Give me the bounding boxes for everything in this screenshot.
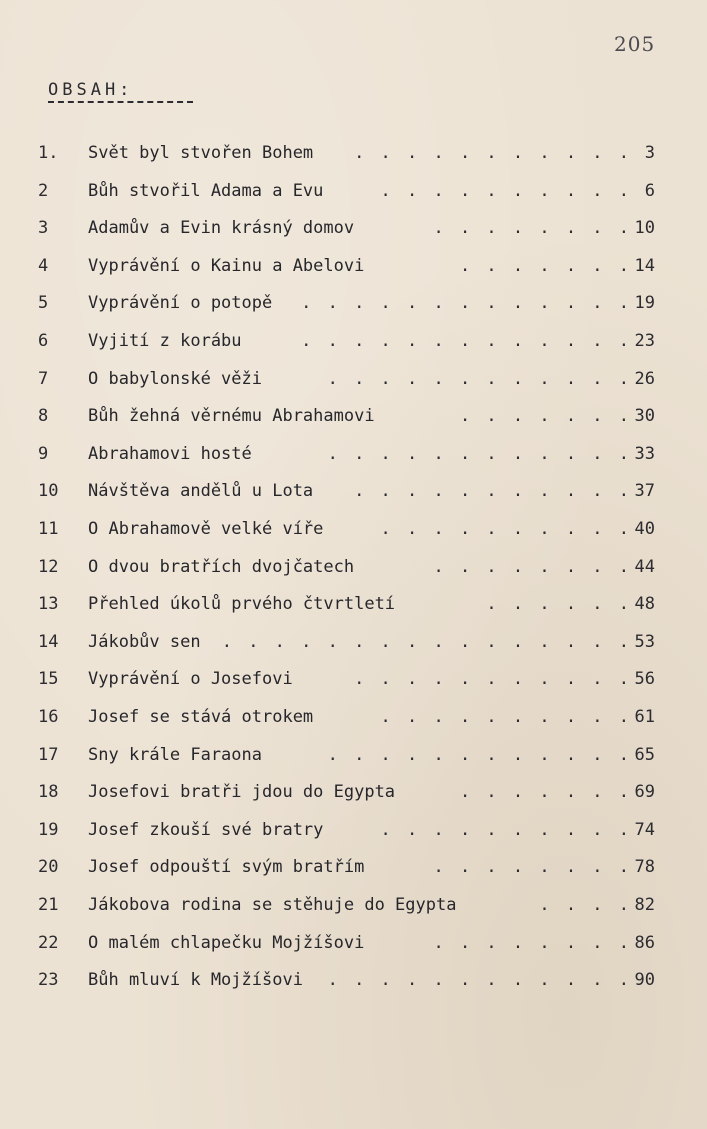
page-number: 205 bbox=[614, 32, 656, 56]
toc-dot-leader: . . . . . . bbox=[486, 594, 632, 615]
toc-entry-title: Vyprávění o Josefovi bbox=[88, 669, 293, 690]
toc-entry-page-number: 90 bbox=[634, 970, 655, 991]
toc-entry-page-number: 37 bbox=[634, 481, 655, 502]
toc-entry-page-number: 10 bbox=[634, 218, 655, 239]
toc-entry-number: 12 bbox=[38, 556, 59, 577]
toc-dot-leader: . . . . . . . . . . bbox=[380, 707, 632, 727]
toc-dot-leader: . . . . bbox=[539, 895, 632, 915]
toc-entry-number: 3 bbox=[38, 218, 49, 239]
toc-entry bbox=[0, 143, 707, 175]
toc-entry-title: O babylonské věži bbox=[88, 368, 262, 389]
toc-entry-title: Josef odpouští svým bratřím bbox=[88, 857, 365, 878]
toc-dot-leader: . . . . . . . . bbox=[433, 218, 632, 239]
toc-dot-leader: . . . . . . . . bbox=[433, 556, 632, 577]
toc-entry-page-number: 56 bbox=[634, 669, 655, 690]
toc-entry bbox=[0, 632, 707, 664]
toc-entry bbox=[0, 293, 707, 325]
toc-entry-title: Přehled úkolů prvého čtvrtletí bbox=[88, 594, 396, 615]
toc-entry-title: Jákobův sen bbox=[88, 631, 201, 652]
toc-entry-page-number: 40 bbox=[634, 519, 655, 539]
toc-entry bbox=[0, 857, 707, 889]
toc-entry-number: 14 bbox=[38, 631, 59, 652]
toc-entry-number: 10 bbox=[38, 481, 59, 502]
toc-entry bbox=[0, 782, 707, 814]
toc-entry-number: 11 bbox=[38, 519, 59, 539]
toc-entry bbox=[0, 481, 707, 513]
toc-entry-number: 8 bbox=[38, 406, 49, 427]
toc-entry-title: Josef zkouší své bratry bbox=[88, 819, 324, 840]
toc-entry-number: 21 bbox=[38, 895, 59, 915]
toc-dot-leader: . . . . . . . . . . . . . bbox=[301, 331, 632, 351]
toc-entry-number: 13 bbox=[38, 594, 59, 615]
toc-entry-page-number: 6 bbox=[644, 180, 655, 201]
toc-entry-page-number: 82 bbox=[634, 895, 655, 915]
toc-entry-title: Vyprávění o Kainu a Abelovi bbox=[88, 255, 365, 276]
toc-entry-page-number: 65 bbox=[634, 744, 655, 765]
toc-entry bbox=[0, 745, 707, 777]
toc-entry bbox=[0, 406, 707, 438]
toc-dot-leader: . . . . . . . . . . . bbox=[354, 143, 632, 163]
toc-entry-number: 4 bbox=[38, 255, 49, 276]
toc-entry bbox=[0, 444, 707, 476]
toc-entry-title: Bůh žehná věrnému Abrahamovi bbox=[88, 406, 375, 427]
toc-entry-page-number: 30 bbox=[634, 406, 655, 427]
toc-entry-title: Bůh mluví k Mojžíšovi bbox=[88, 970, 303, 991]
toc-entry-page-number: 19 bbox=[634, 293, 655, 314]
toc-dot-leader: . . . . . . . . . . . . . bbox=[301, 293, 632, 314]
toc-entry-title: O Abrahamově velké víře bbox=[88, 519, 324, 539]
toc-entry-page-number: 14 bbox=[634, 255, 655, 276]
toc-entry bbox=[0, 218, 707, 250]
toc-dot-leader: . . . . . . . . . . . . bbox=[327, 368, 632, 389]
toc-dot-leader: . . . . . . . bbox=[459, 406, 632, 427]
toc-entry-page-number: 61 bbox=[634, 707, 655, 727]
toc-entry-page-number: 86 bbox=[634, 932, 655, 953]
toc-entry bbox=[0, 331, 707, 363]
toc-entry-number: 18 bbox=[38, 782, 59, 803]
toc-entry-page-number: 26 bbox=[634, 368, 655, 389]
toc-entry-title: O malém chlapečku Mojžíšovi bbox=[88, 932, 365, 953]
toc-entry bbox=[0, 820, 707, 852]
toc-entry-title: Vyjití z korábu bbox=[88, 331, 242, 351]
toc-entry-title: Návštěva andělů u Lota bbox=[88, 481, 314, 502]
toc-entry-page-number: 78 bbox=[634, 857, 655, 878]
toc-entry-title: Svět byl stvořen Bohem bbox=[88, 143, 314, 163]
toc-dot-leader: . . . . . . . . . . bbox=[380, 819, 632, 840]
toc-dot-leader: . . . . . . . . . . . . bbox=[327, 744, 632, 765]
toc-entry bbox=[0, 594, 707, 626]
toc-dot-leader: . . . . . . . bbox=[459, 782, 632, 803]
toc-entry-page-number: 74 bbox=[634, 819, 655, 840]
toc-dot-leader: . . . . . . . . . . . . . . . . bbox=[221, 631, 632, 652]
toc-entry bbox=[0, 669, 707, 701]
toc-entry-number: 17 bbox=[38, 744, 59, 765]
toc-entry-number: 7 bbox=[38, 368, 49, 389]
toc-entry-number: 6 bbox=[38, 331, 49, 351]
toc-entry-title: Abrahamovi hosté bbox=[88, 443, 252, 464]
toc-dot-leader: . . . . . . . . . . . . bbox=[327, 970, 632, 991]
toc-entry-number: 20 bbox=[38, 857, 59, 878]
toc-entry bbox=[0, 970, 707, 1002]
toc-entry-number: 16 bbox=[38, 707, 59, 727]
toc-entry-title: Jákobova rodina se stěhuje do Egypta bbox=[88, 895, 457, 915]
toc-entry-page-number: 33 bbox=[634, 443, 655, 464]
toc-entry-number: 22 bbox=[38, 932, 59, 953]
toc-entry-number: 19 bbox=[38, 819, 59, 840]
contents-heading: OBSAH: bbox=[48, 80, 134, 100]
toc-dot-leader: . . . . . . . . . . bbox=[380, 180, 632, 201]
toc-entry-number: 5 bbox=[38, 293, 49, 314]
toc-entry-page-number: 23 bbox=[634, 331, 655, 351]
toc-entry-page-number: 3 bbox=[644, 143, 655, 163]
toc-entry bbox=[0, 933, 707, 965]
toc-entry-page-number: 44 bbox=[634, 556, 655, 577]
toc-dot-leader: . . . . . . . . bbox=[433, 857, 632, 878]
toc-entry bbox=[0, 369, 707, 401]
toc-dot-leader: . . . . . . . . . . . . bbox=[327, 443, 632, 464]
toc-dot-leader: . . . . . . . . . . . bbox=[354, 481, 632, 502]
toc-entry-title: Adamův a Evin krásný domov bbox=[88, 218, 355, 239]
toc-dot-leader: . . . . . . . bbox=[459, 255, 632, 276]
toc-entry bbox=[0, 895, 707, 927]
toc-entry bbox=[0, 519, 707, 551]
toc-entry-title: Bůh stvořil Adama a Evu bbox=[88, 180, 324, 201]
toc-dot-leader: . . . . . . . . . . bbox=[380, 519, 632, 539]
toc-entry-page-number: 48 bbox=[634, 594, 655, 615]
toc-dot-leader: . . . . . . . . . . . bbox=[354, 669, 632, 690]
toc-entry-title: Vyprávění o potopě bbox=[88, 293, 273, 314]
toc-entry-title: Sny krále Faraona bbox=[88, 744, 262, 765]
toc-entry-number: 15 bbox=[38, 669, 59, 690]
toc-entry bbox=[0, 256, 707, 288]
toc-entry bbox=[0, 181, 707, 213]
toc-entry-title: Josefovi bratři jdou do Egypta bbox=[88, 782, 396, 803]
toc-entry-number: 23 bbox=[38, 970, 59, 991]
toc-entry-page-number: 69 bbox=[634, 782, 655, 803]
toc-entry-title: O dvou bratřích dvojčatech bbox=[88, 556, 355, 577]
toc-entry bbox=[0, 707, 707, 739]
toc-entry-number: 1. bbox=[38, 143, 59, 163]
toc-entry bbox=[0, 557, 707, 589]
toc-entry-number: 9 bbox=[38, 443, 49, 464]
heading-underline bbox=[48, 101, 193, 103]
toc-dot-leader: . . . . . . . . bbox=[433, 932, 632, 953]
toc-entry-number: 2 bbox=[38, 180, 49, 201]
toc-entry-title: Josef se stává otrokem bbox=[88, 707, 314, 727]
toc-entry-page-number: 53 bbox=[634, 631, 655, 652]
